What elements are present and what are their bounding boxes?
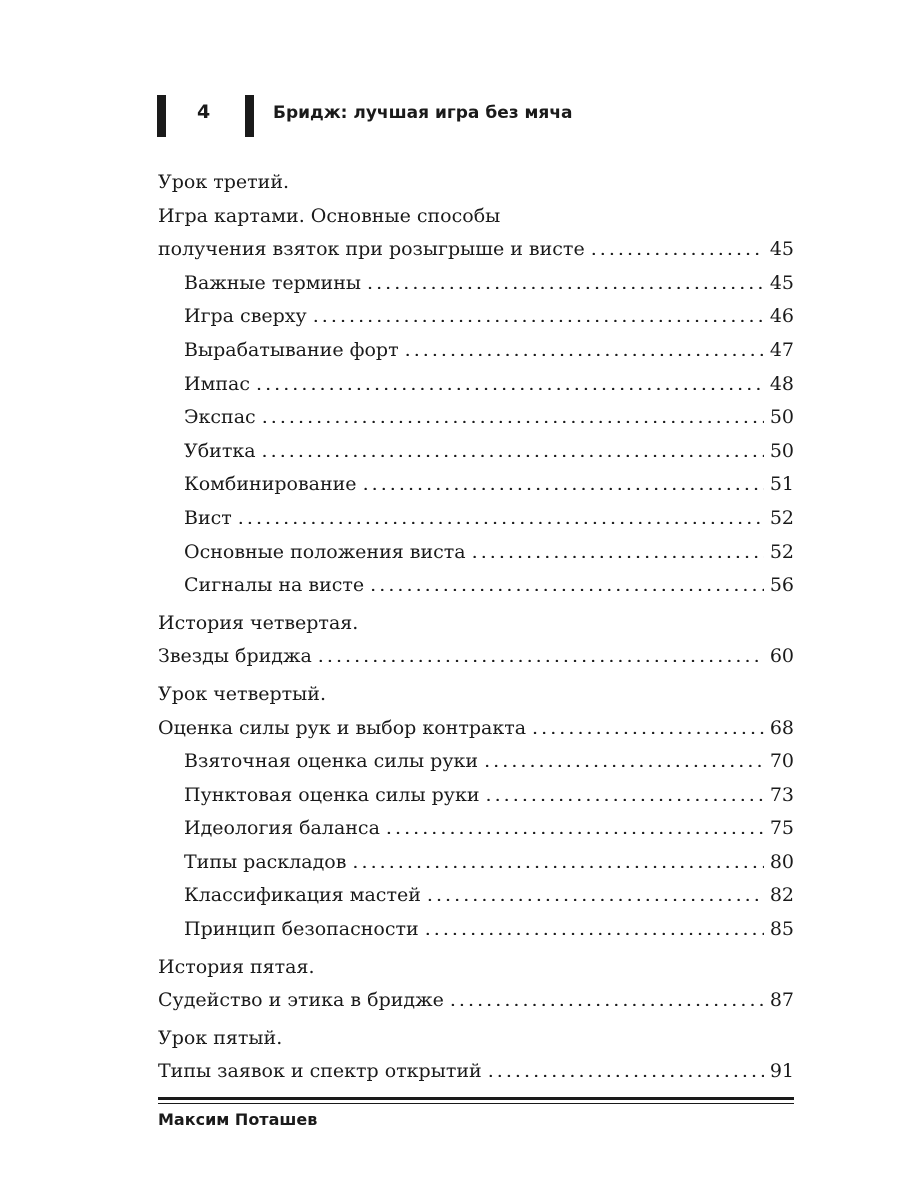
entry-page: 52 — [769, 540, 794, 563]
dot-leader — [425, 916, 764, 935]
entry-page: 45 — [769, 238, 794, 261]
dot-leader — [488, 1058, 764, 1077]
dot-leader — [532, 715, 764, 734]
toc-section-story4 — [158, 607, 794, 674]
dot-leader — [367, 270, 764, 289]
dot-leader — [486, 782, 764, 801]
toc-entry[interactable] — [158, 640, 794, 674]
entry-page: 52 — [769, 506, 794, 529]
entry-label: Оценка силы рук и выбор контракта — [158, 716, 527, 739]
page-number: 4 — [197, 101, 211, 123]
toc-entry[interactable] — [158, 233, 794, 267]
entry-page: 87 — [769, 989, 794, 1012]
running-footer — [158, 1097, 794, 1129]
toc-section-lesson3 — [158, 166, 794, 603]
toc-subentry[interactable] — [158, 468, 794, 502]
toc-subentry[interactable] — [158, 502, 794, 536]
entry-label: Импас — [184, 372, 250, 395]
running-header — [157, 95, 797, 139]
entry-page: 80 — [769, 850, 794, 873]
entry-label: Убитка — [184, 439, 256, 462]
dot-leader — [313, 303, 764, 322]
entry-label: Сигналы на висте — [184, 574, 365, 597]
toc-subentry[interactable] — [158, 536, 794, 570]
toc-section-lesson5 — [158, 1022, 794, 1089]
section-heading: Урок третий. — [158, 171, 290, 193]
toc-subentry[interactable] — [158, 913, 794, 947]
entry-page: 51 — [769, 473, 794, 496]
dot-leader — [256, 371, 764, 390]
toc-subentry[interactable] — [158, 300, 794, 334]
toc-section-lesson4 — [158, 678, 794, 947]
entry-label: Пунктовая оценка силы руки — [184, 783, 480, 806]
toc-subentry[interactable] — [158, 334, 794, 368]
toc-subentry[interactable] — [158, 779, 794, 813]
entry-page: 73 — [769, 783, 794, 806]
entry-page: 68 — [769, 716, 794, 739]
author-name: Максим Поташев — [158, 1110, 318, 1129]
entry-page: 91 — [769, 1060, 794, 1083]
entry-label: Важные термины — [184, 271, 361, 294]
toc-subentry[interactable] — [158, 846, 794, 880]
entry-page: 45 — [769, 271, 794, 294]
section-heading: История пятая. — [158, 955, 315, 978]
entry-page: 50 — [769, 439, 794, 462]
dot-leader — [370, 572, 764, 591]
entry-page: 47 — [769, 338, 794, 361]
dot-leader — [450, 987, 764, 1006]
entry-page: 48 — [769, 372, 794, 395]
toc-subentry[interactable] — [158, 569, 794, 603]
toc-subentry[interactable] — [158, 267, 794, 301]
dot-leader — [405, 337, 764, 356]
dot-leader — [262, 404, 764, 423]
dot-leader — [484, 748, 764, 767]
section-heading: Урок четвертый. — [158, 682, 327, 705]
entry-label: Классификация мастей — [184, 884, 421, 907]
entry-page: 50 — [769, 406, 794, 429]
dot-leader — [262, 438, 764, 457]
header-bar-right — [245, 95, 254, 137]
entry-label: Типы раскладов — [184, 850, 347, 873]
entry-label: получения взяток при розыгрыше и висте — [158, 238, 585, 261]
entry-label: Звезды бриджа — [158, 645, 312, 668]
entry-label: Игра сверху — [184, 305, 307, 328]
toc-subentry[interactable] — [158, 812, 794, 846]
section-heading: Урок пятый. — [158, 1026, 283, 1049]
entry-label: Основные положения виста — [184, 540, 466, 563]
toc-entry[interactable] — [158, 1055, 794, 1089]
toc-section-story5 — [158, 951, 794, 1018]
entry-page: 82 — [769, 884, 794, 907]
entry-label: Экспас — [184, 406, 256, 429]
entry-label: Вист — [184, 506, 232, 529]
entry-page: 85 — [769, 918, 794, 941]
toc-entry[interactable] — [158, 984, 794, 1018]
dot-leader — [318, 643, 764, 662]
entry-page: 60 — [769, 645, 794, 668]
dot-leader — [238, 505, 764, 524]
footer-rule-thick — [158, 1097, 794, 1100]
toc-subentry[interactable] — [158, 745, 794, 779]
dot-leader — [427, 882, 764, 901]
entry-label: Вырабатывание форт — [184, 338, 399, 361]
header-bar-left — [157, 95, 166, 137]
entry-label: Типы заявок и спектр открытий — [158, 1060, 482, 1083]
toc-entry[interactable] — [158, 712, 794, 746]
entry-page: 70 — [769, 750, 794, 773]
entry-label: Комбинирование — [184, 473, 357, 496]
section-heading: История четвертая. — [158, 611, 359, 634]
entry-label: Принцип безопасности — [184, 918, 419, 941]
entry-label: Идеология баланса — [184, 817, 380, 840]
dot-leader — [472, 539, 764, 558]
section-title: Игра картами. Основные способы — [158, 204, 501, 227]
toc-subentry[interactable] — [158, 879, 794, 913]
toc-subentry[interactable] — [158, 401, 794, 435]
dot-leader — [352, 849, 763, 868]
table-of-contents — [158, 166, 794, 1093]
entry-label: Судейство и этика в бридже — [158, 989, 444, 1012]
entry-label: Взяточная оценка силы руки — [184, 750, 479, 773]
dot-leader — [591, 236, 764, 255]
dot-leader — [363, 471, 764, 490]
toc-subentry[interactable] — [158, 368, 794, 402]
entry-page: 46 — [769, 305, 794, 328]
entry-page: 56 — [769, 574, 794, 597]
running-title: Бридж: лучшая игра без мяча — [273, 103, 573, 123]
dot-leader — [386, 815, 764, 834]
entry-page: 75 — [769, 817, 794, 840]
footer-rule-thin — [158, 1103, 794, 1104]
toc-subentry[interactable] — [158, 435, 794, 469]
